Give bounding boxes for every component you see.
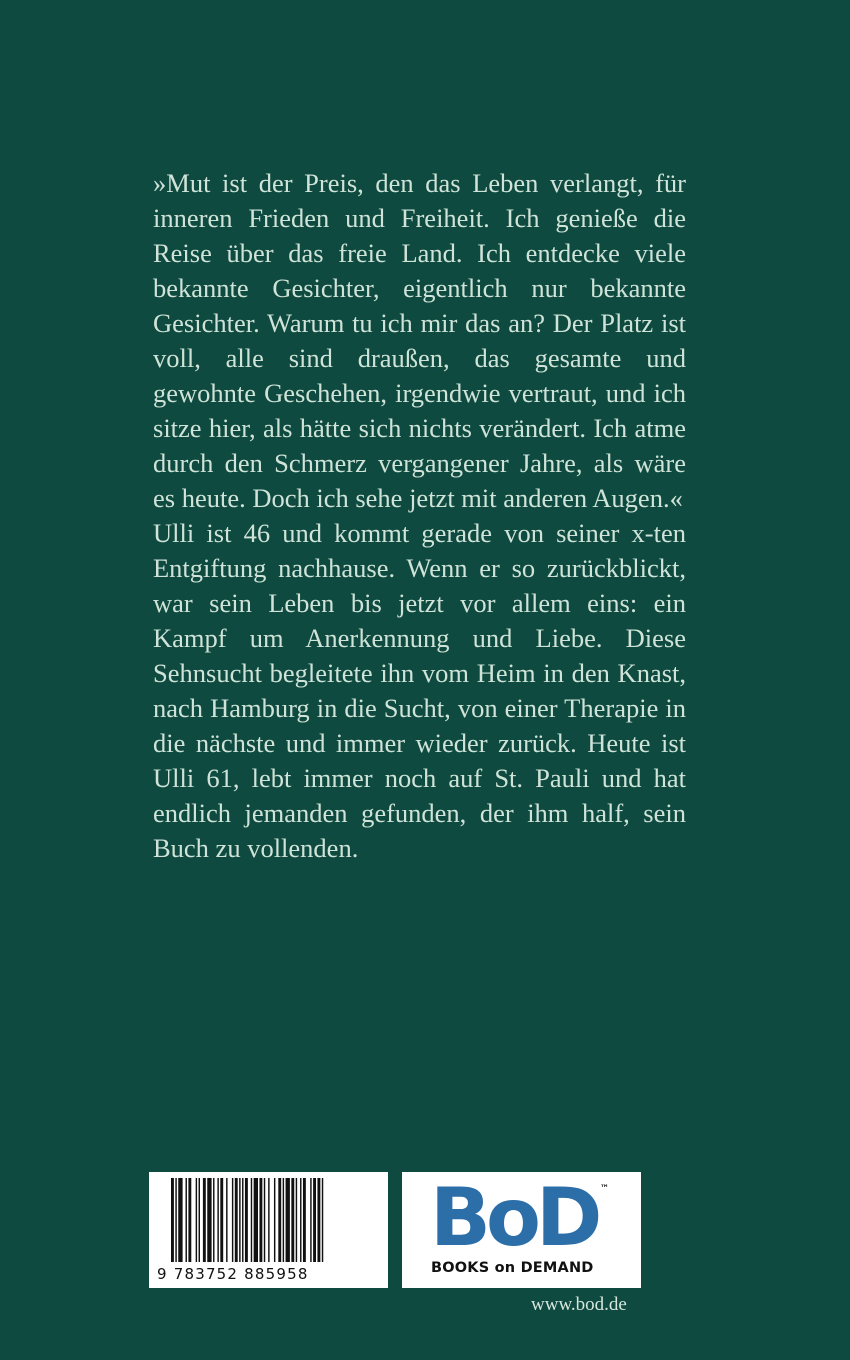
barcode-bar (313, 1178, 316, 1262)
barcode-bar (220, 1178, 223, 1262)
barcode-bar (296, 1178, 297, 1262)
barcode-bar (254, 1178, 258, 1262)
barcode-bar (259, 1178, 262, 1262)
barcode-bar (322, 1178, 323, 1262)
barcode-bar (203, 1178, 206, 1262)
barcode-bar (310, 1178, 311, 1262)
publisher-website: www.bod.de (531, 1294, 627, 1315)
barcode-bar (278, 1178, 281, 1262)
barcode-bar (286, 1178, 290, 1262)
barcode-bar (274, 1178, 275, 1262)
barcode-bar (242, 1178, 243, 1262)
blurb-summary: Ulli ist 46 und kommt gerade von seiner x-ten Entgiftung nachhause. Wenn er so zurückblickt, war sein Leben bis jetzt vor allem eins: ein Kampf um Anerkennung und Liebe. Diese Sehnsucht begleitete ihn vom Heim in den Knast, nach Hamburg in die Sucht, von einer Therapie in die nächste und immer wieder zurück. Heute ist Ulli 61, lebt immer noch auf St. Pauli und hat endlich jemanden gefunden, der ihm half, sein Buch zu vollenden. (153, 518, 686, 863)
barcode-bar (178, 1178, 182, 1262)
barcode-bar (264, 1178, 265, 1262)
publisher-logo-box (402, 1172, 641, 1288)
barcode-bar (283, 1178, 284, 1262)
barcode-bar (207, 1178, 211, 1262)
barcode-bar (188, 1178, 191, 1262)
barcode-bar (175, 1178, 176, 1262)
barcode-bar (213, 1178, 214, 1262)
barcode-bar (317, 1178, 320, 1262)
barcode-bar (196, 1178, 197, 1262)
trademark-symbol: ™ (600, 1184, 609, 1194)
blurb-quote: »Mut ist der Preis, den das Leben verlangt, für inneren Frieden und Freiheit. Ich genieße die Reise über das freie Land. Ich entdecke viele bekannte Gesichter, eigentlich nur bekannte Gesichter. Warum tu ich mir das an? Der Platz ist voll, alle sind draußen, das gesamte und gewohnte Geschehen, irgendwie vertraut, und ich sitze hier, als hätte sich nichts verändert. Ich atme durch den Schmerz vergangener Jahre, als wäre es heute. Doch ich sehe jetzt mit anderen Augen.« (153, 168, 686, 513)
isbn-number: 9 783752 885958 (157, 1265, 309, 1283)
barcode-bar (232, 1178, 233, 1262)
barcode-bar (186, 1178, 187, 1262)
barcode-bar (268, 1178, 269, 1262)
barcode-bar (171, 1178, 174, 1262)
barcode-bar (226, 1178, 227, 1262)
barcode-bar (300, 1178, 301, 1262)
barcode-bar (239, 1178, 240, 1262)
barcode-bar (235, 1178, 238, 1262)
barcode-bar (245, 1178, 248, 1262)
barcode-bar (303, 1178, 306, 1262)
bod-wordmark: BoD (430, 1171, 598, 1264)
barcode-bar (217, 1178, 218, 1262)
barcode-bar (199, 1178, 200, 1262)
barcode-bar (251, 1178, 252, 1262)
isbn-barcode (149, 1172, 388, 1288)
barcode-bar (291, 1178, 294, 1262)
bod-tagline: BOOKS on DEMAND (431, 1260, 594, 1276)
back-cover-blurb (153, 166, 686, 866)
